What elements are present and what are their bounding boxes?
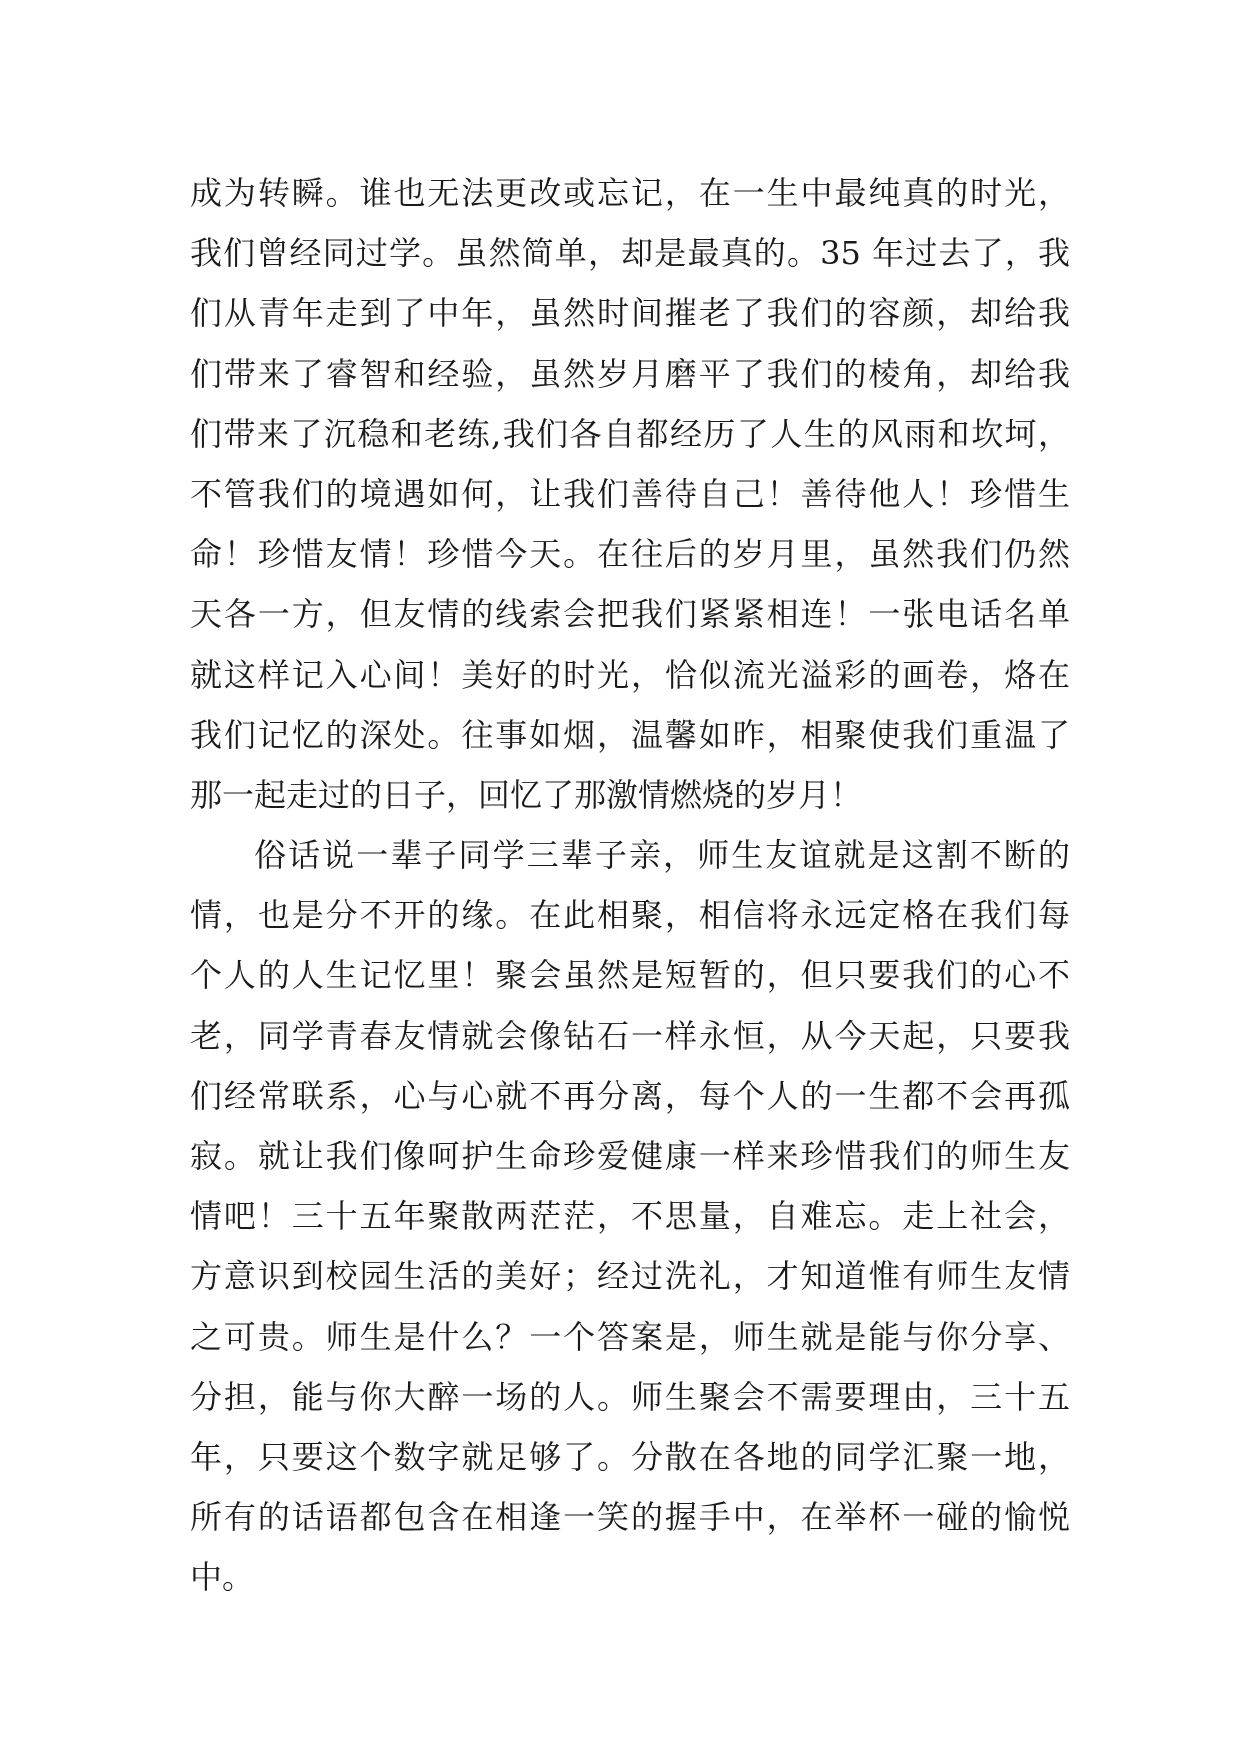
text-line: 们从青年走到了中年，虽然时间摧老了我们的容颜，却给我 xyxy=(190,294,1070,333)
text-line: 们带来了睿智和经验，虽然岁月磨平了我们的棱角，却给我 xyxy=(190,354,1070,393)
text-line: 我们曾经同过学。虽然简单，却是最真的。35 年过去了，我 xyxy=(190,234,1070,273)
text-line: 情，也是分不开的缘。在此相聚，相信将永远定格在我们每 xyxy=(190,896,1070,935)
text-line: 天各一方，但友情的线索会把我们紧紧相连！一张电话名单 xyxy=(190,595,1070,634)
text-line: 就这样记入心间！美好的时光，恰似流光溢彩的画卷，烙在 xyxy=(190,655,1070,694)
text-line: 我们记忆的深处。往事如烟，温馨如昨，相聚使我们重温了 xyxy=(190,715,1070,754)
text-line-last: 那一起走过的日子，回忆了那激情燃烧的岁月！ xyxy=(190,775,863,814)
text-line: 之可贵。师生是什么？一个答案是，师生就是能与你分享、 xyxy=(190,1317,1070,1356)
text-line: 命！珍惜友情！珍惜今天。在往后的岁月里，虽然我们仍然 xyxy=(190,535,1070,574)
text-line: 情吧！三十五年聚散两茫茫，不思量，自难忘。走上社会， xyxy=(190,1197,1070,1236)
text-line: 所有的话语都包含在相逢一笑的握手中，在举杯一碰的愉悦 xyxy=(190,1498,1070,1537)
text-line: 寂。就让我们像呵护生命珍爱健康一样来珍惜我们的师生友 xyxy=(190,1137,1070,1175)
paragraph-1 xyxy=(190,163,1070,825)
text-line: 不管我们的境遇如何，让我们善待自己！善待他人！珍惜生 xyxy=(190,474,1070,513)
body-text xyxy=(190,163,1070,1608)
text-line: 们带来了沉稳和老练,我们各自都经历了人生的风雨和坎坷， xyxy=(190,414,1070,453)
paragraph-2 xyxy=(190,825,1070,1607)
text-line: 方意识到校园生活的美好；经过洗礼，才知道惟有师生友情 xyxy=(190,1257,1070,1296)
text-line: 成为转瞬。谁也无法更改或忘记，在一生中最纯真的时光， xyxy=(190,174,1070,212)
text-line: 分担，能与你大醉一场的人。师生聚会不需要理由，三十五 xyxy=(190,1377,1070,1416)
text-line: 个人的人生记忆里！聚会虽然是短暂的，但只要我们的心不 xyxy=(190,956,1070,995)
text-line-first: 俗话说一辈子同学三辈子亲，师生友谊就是这割不断的 xyxy=(254,836,1070,875)
text-line-last: 中。 xyxy=(190,1558,255,1597)
text-line: 老，同学青春友情就会像钻石一样永恒，从今天起，只要我 xyxy=(190,1016,1070,1055)
text-line: 年，只要这个数字就足够了。分散在各地的同学汇聚一地， xyxy=(190,1437,1070,1476)
text-line: 们经常联系，心与心就不再分离，每个人的一生都不会再孤 xyxy=(190,1076,1070,1115)
